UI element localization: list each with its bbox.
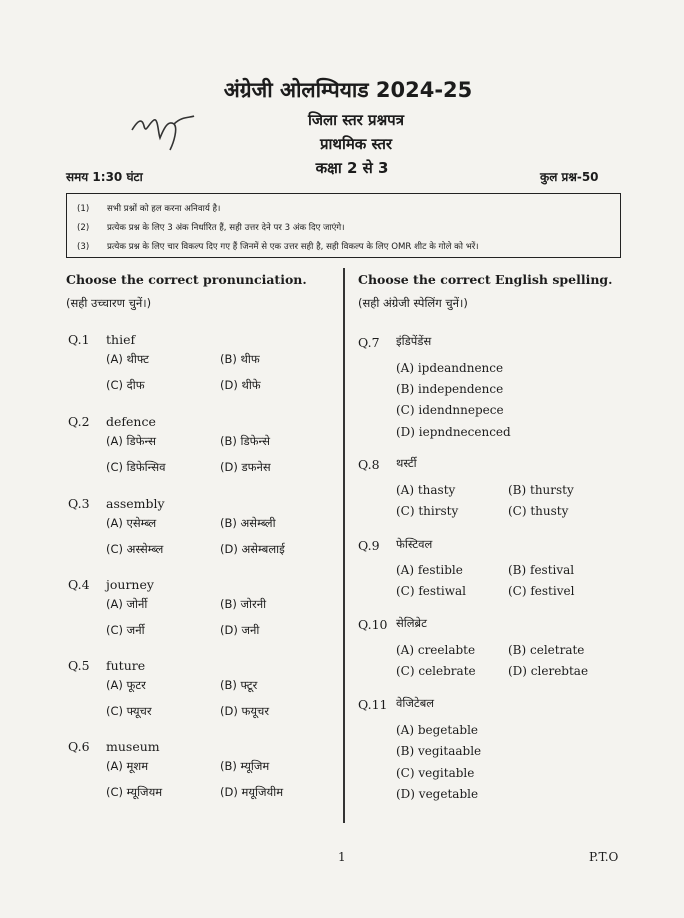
total-questions: कुल प्रश्न-50 <box>540 170 599 184</box>
option-d: (D) clerebtae <box>508 664 589 678</box>
question-number: Q.1 <box>68 332 90 347</box>
question-number: Q.8 <box>358 457 380 472</box>
question-word: defence <box>106 414 156 429</box>
option-c: (C) जर्नी <box>106 623 145 637</box>
question-word: फेस्टिवल <box>396 537 433 551</box>
question-word: future <box>106 658 146 673</box>
option-b: (B) असेम्ब्ली <box>220 516 276 530</box>
instructions-box <box>66 193 621 258</box>
option-a: (A) festible <box>396 563 463 577</box>
exam-level-district: जिला स्तर प्रश्नपत्र <box>308 111 404 129</box>
option-c: (C) म्यूजियम <box>106 785 163 799</box>
question-word: journey <box>106 577 154 592</box>
page-number: 1 <box>338 850 346 864</box>
question-number: Q.7 <box>358 335 380 350</box>
option-d: (D) iepndnecenced <box>396 425 511 439</box>
option-a: (A) मूशम <box>106 759 149 773</box>
question-number: Q.9 <box>358 538 380 553</box>
option-d: (D) डफनेस <box>220 460 271 474</box>
question-number: Q.2 <box>68 414 90 429</box>
exam-class: कक्षा 2 से 3 <box>315 159 389 177</box>
option-b: (B) festival <box>508 563 575 577</box>
handwritten-mark <box>130 108 200 153</box>
question-number: Q.4 <box>68 577 90 592</box>
option-c: (C) vegitable <box>396 766 475 780</box>
question-word: thief <box>106 332 136 347</box>
option-a: (A) creelabte <box>396 643 476 657</box>
question-number: Q.10 <box>358 617 388 632</box>
option-d: (C) festivel <box>508 584 575 598</box>
option-d: (D) vegetable <box>396 787 479 801</box>
question-word: थर्स्टी <box>396 456 417 470</box>
exam-title: अंग्रेजी ओलम्पियाड 2024-25 <box>223 78 473 102</box>
question-number: Q.5 <box>68 658 90 673</box>
option-a: (A) डिफेन्स <box>106 434 156 448</box>
column-divider <box>343 268 345 823</box>
question-number: Q.6 <box>68 739 90 754</box>
option-a: (A) begetable <box>396 723 479 737</box>
option-c: (C) thirsty <box>396 504 459 518</box>
pto-label: P.T.O <box>589 850 619 864</box>
exam-level-primary: प्राथमिक स्तर <box>319 135 393 153</box>
left-section-heading: Choose the correct pronunciation. <box>66 272 307 287</box>
question-word: वेजिटेबल <box>396 696 435 710</box>
option-b: (B) म्यूजिम <box>220 759 270 773</box>
option-c: (C) अस्सेम्ब्ल <box>106 542 164 556</box>
option-b: (B) thursty <box>508 483 574 497</box>
question-number: Q.11 <box>358 697 388 712</box>
option-a: (A) फूटर <box>106 678 146 692</box>
option-a: (A) ipdeandnence <box>396 361 504 375</box>
option-a: (A) thasty <box>396 483 456 497</box>
instruction-item: (3) प्रत्येक प्रश्न के लिए चार विकल्प दिए गए हैं जिनमें से एक उत्तर सही है, सही विकल्प के लिए OMR शीट के गोले को भरें। <box>77 242 479 252</box>
option-b: (B) डिफेन्से <box>220 434 270 448</box>
option-d: (D) फयूचर <box>220 704 270 718</box>
left-section-subheading: (सही उच्चारण चुनें।) <box>66 296 152 310</box>
question-word: सेलिब्रेट <box>396 616 427 630</box>
right-section-heading: Choose the correct English spelling. <box>358 272 613 287</box>
option-a: (A) एसेम्ब्ल <box>106 516 157 530</box>
question-word: इंडिपेंडेंस <box>396 334 432 348</box>
option-c: (C) फ्यूचर <box>106 704 152 718</box>
right-section-subheading: (सही अंग्रेजी स्पेलिंग चुनें।) <box>358 296 468 310</box>
option-b: (B) फ्टूर <box>220 678 258 692</box>
option-c: (C) idendnnepece <box>396 403 504 417</box>
option-d: (C) thusty <box>508 504 569 518</box>
question-word: assembly <box>106 496 165 511</box>
option-d: (D) मयूजियीम <box>220 785 284 799</box>
exam-time: समय 1:30 घंटा <box>66 170 143 184</box>
option-c: (C) डिफेन्सिव <box>106 460 166 474</box>
question-number: Q.3 <box>68 496 90 511</box>
option-c: (C) दीफ <box>106 378 145 392</box>
option-c: (C) festiwal <box>396 584 466 598</box>
option-b: (B) जोरनी <box>220 597 267 611</box>
question-word: museum <box>106 739 160 754</box>
instruction-item: (2) प्रत्येक प्रश्न के लिए 3 अंक निर्धारित हैं, सही उत्तर देने पर 3 अंक दिए जाएंगे। <box>77 223 345 233</box>
instruction-item: (1) सभी प्रश्नों को हल करना अनिवार्य है। <box>77 204 221 214</box>
option-a: (A) थीफ्ट <box>106 352 149 366</box>
option-a: (A) जोर्नी <box>106 597 148 611</box>
option-b: (B) celetrate <box>508 643 585 657</box>
option-b: (B) vegitaable <box>396 744 482 758</box>
option-b: (B) थीफ <box>220 352 260 366</box>
option-d: (D) जनी <box>220 623 260 637</box>
option-d: (D) थीफे <box>220 378 261 392</box>
option-b: (B) independence <box>396 382 504 396</box>
option-c: (C) celebrate <box>396 664 476 678</box>
option-d: (D) असेम्बलाई <box>220 542 285 556</box>
